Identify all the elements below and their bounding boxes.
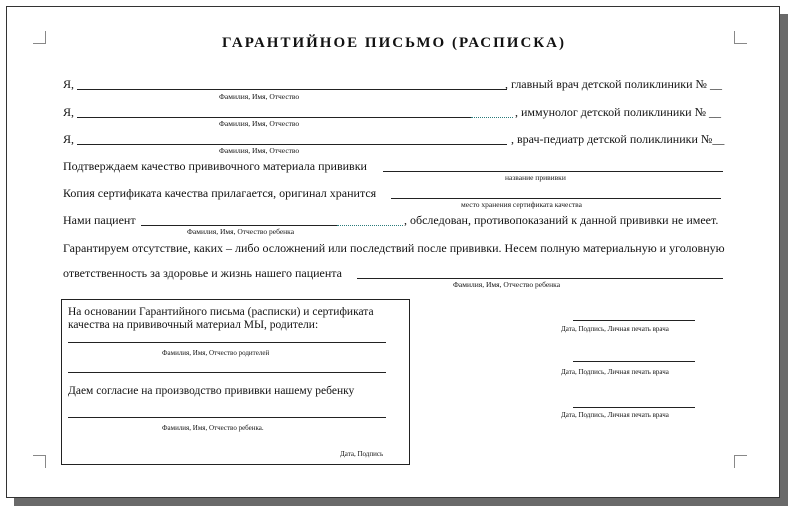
patient-dotted-line: [337, 225, 403, 226]
row3-caption: Фамилия, Имя, Отчество: [219, 146, 300, 155]
material-text: Подтверждаем качество прививочного материала прививки: [63, 159, 367, 173]
document-page: [6, 6, 780, 498]
doctor-signature-caption-1: Дата, Подпись, Личная печать врача: [561, 325, 669, 333]
parent-box-caption1: Фамилия, Имя, Отчество родителей: [162, 349, 270, 357]
patient-suffix: , обследован, противопоказаний к данной прививки не имеет.: [404, 213, 719, 227]
row3-prefix: Я,: [63, 132, 75, 146]
document-title: ГАРАНТИЙНОЕ ПИСЬМО (РАСПИСКА): [221, 35, 566, 51]
parent-names-fill-line-2[interactable]: [68, 372, 386, 373]
doctor-signature-caption-2: Дата, Подпись, Личная печать врача: [561, 368, 669, 376]
row2-prefix: Я,: [63, 105, 75, 119]
child-name-fill-line[interactable]: [68, 417, 386, 418]
parent-consent-box: [61, 299, 410, 465]
parent-box-signature: Дата, Подпись: [340, 450, 384, 458]
row2-caption: Фамилия, Имя, Отчество: [219, 119, 300, 128]
guarantee-line1: Гарантируем отсутствие, каких – либо осложнений или последствий после прививки. Несем полную материальную и уголовную: [63, 241, 725, 255]
certificate-caption: место хранения сертификата качества: [461, 200, 582, 209]
row1-prefix: Я,: [63, 77, 75, 91]
guarantee-line2: ответственность за здоровье и жизнь нашего пациента: [63, 266, 342, 280]
row3-fill-line[interactable]: [77, 144, 507, 145]
patient-prefix: Нами пациент: [63, 213, 136, 227]
row3-suffix: , врач-педиатр детской поликлиники №__: [511, 132, 725, 146]
parent-box-caption2: Фамилия, Имя, Отчество ребенка.: [162, 424, 264, 432]
row2-dotted-line: [471, 117, 513, 118]
doctor-signature-line-2[interactable]: [573, 361, 695, 362]
parent-box-line2: качества на прививочный материал МЫ, родители:: [68, 319, 319, 331]
row1-fill-line[interactable]: [77, 89, 507, 90]
row1-suffix: , главный врач детской поликлиники № __: [505, 77, 722, 91]
certificate-fill-line[interactable]: [391, 198, 721, 199]
guarantee-fill-line[interactable]: [357, 278, 723, 279]
parent-names-fill-line[interactable]: [68, 342, 386, 343]
margin-corner-bottom-left: [33, 455, 46, 468]
parent-box-consent: Даем согласие на производство прививки нашему ребенку: [68, 385, 355, 397]
material-fill-line[interactable]: [383, 171, 723, 172]
margin-corner-bottom-right: [734, 455, 747, 468]
doctor-signature-caption-3: Дата, Подпись, Личная печать врача: [561, 411, 669, 419]
parent-box-line1: На основании Гарантийного письма (расписки) и сертификата: [68, 306, 374, 318]
certificate-text: Копия сертификата качества прилагается, оригинал хранится: [63, 186, 377, 200]
material-caption: название прививки: [505, 173, 566, 182]
patient-caption: Фамилия, Имя, Отчество ребенка: [187, 227, 295, 236]
doctor-signature-line-1[interactable]: [573, 320, 695, 321]
doctor-signature-line-3[interactable]: [573, 407, 695, 408]
guarantee-caption: Фамилия, Имя, Отчество ребенка: [453, 280, 561, 289]
row2-fill-line[interactable]: [77, 117, 471, 118]
row1-caption: Фамилия, Имя, Отчество: [219, 92, 300, 101]
row2-suffix: , иммунолог детской поликлиники № __: [515, 105, 722, 119]
patient-fill-line[interactable]: [141, 225, 337, 226]
